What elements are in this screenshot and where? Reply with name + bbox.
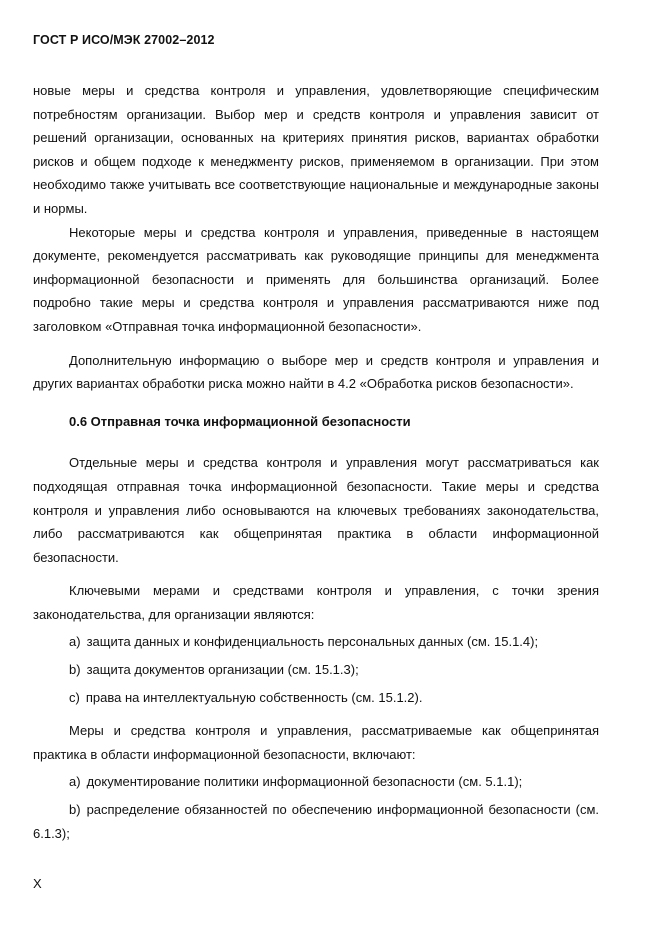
paragraph-common-practice: Меры и средства контроля и управления, рассматриваемые как общепринятая практика в области информационной безопасности, включают: [33, 723, 599, 762]
list-marker: b) [69, 802, 81, 818]
section-heading: 0.6 Отправная точка информационной безопасности [69, 413, 411, 429]
list-item-text: распределение обязанностей по обеспечению информационной безопасности (см. 6.1.3); [33, 802, 599, 841]
list-item [33, 770, 599, 794]
list-item-text: защита документов организации (см. 15.1.3); [86, 662, 359, 678]
list-item [33, 798, 599, 845]
paragraph-continuation: новые меры и средства контроля и управления, удовлетворяющие специфическим потребностям организации. Выбор мер и средств контроля и управления зависит от решений организации, основанных на критериях принятия рисков, вариантах обработки рисков и общем подходе к менеджменту рисков, применяемом в организации. При этом необходимо также учитывать все соответствующие национальные и международные законы и нормы. [33, 83, 599, 216]
page-body [33, 79, 599, 845]
document-header: ГОСТ Р ИСО/МЭК 27002–2012 [33, 33, 215, 47]
list-item-text: документирование политики информационной безопасности (см. 5.1.1); [86, 774, 523, 790]
list-item-text: защита данных и конфиденциальность персональных данных (см. 15.1.4); [86, 634, 539, 650]
list-marker: a) [69, 634, 81, 650]
list-item [33, 658, 599, 682]
list-item [33, 686, 599, 710]
paragraph-starting-point: Отдельные меры и средства контроля и управления могут рассматриваться как подходящая отправная точка информационной безопасности. Такие меры и средства контроля и управления либо основываются на ключевых требованиях законодательства, либо рассматриваются как общепринятая практика в области информационной безопасности. [33, 455, 599, 565]
list-marker: a) [69, 774, 81, 790]
list-item [33, 630, 599, 654]
list-marker: b) [69, 662, 81, 678]
list-item-text: права на интеллектуальную собственность (см. 15.1.2). [85, 689, 423, 705]
paragraph-legal-controls: Ключевыми мерами и средствами контроля и управления, с точки зрения законодательства, для организации являются: [33, 583, 599, 622]
list-marker: c) [69, 689, 80, 705]
page-number: X [33, 876, 42, 891]
paragraph-additional-info: Дополнительную информацию о выборе мер и средств контроля и управления и других вариантах обработки риска можно найти в 4.2 «Обработка рисков безопасности». [33, 352, 599, 392]
paragraph-guidelines: Некоторые меры и средства контроля и управления, приведенные в настоящем документе, рекомендуется рассматривать как руководящие принципы для менеджмента информационной безопасности и применять для большинства организаций. Более подробно такие меры и средства контроля и управления рассматриваются ниже под заголовком «Отправная точка информационной безопасности». [33, 224, 599, 334]
